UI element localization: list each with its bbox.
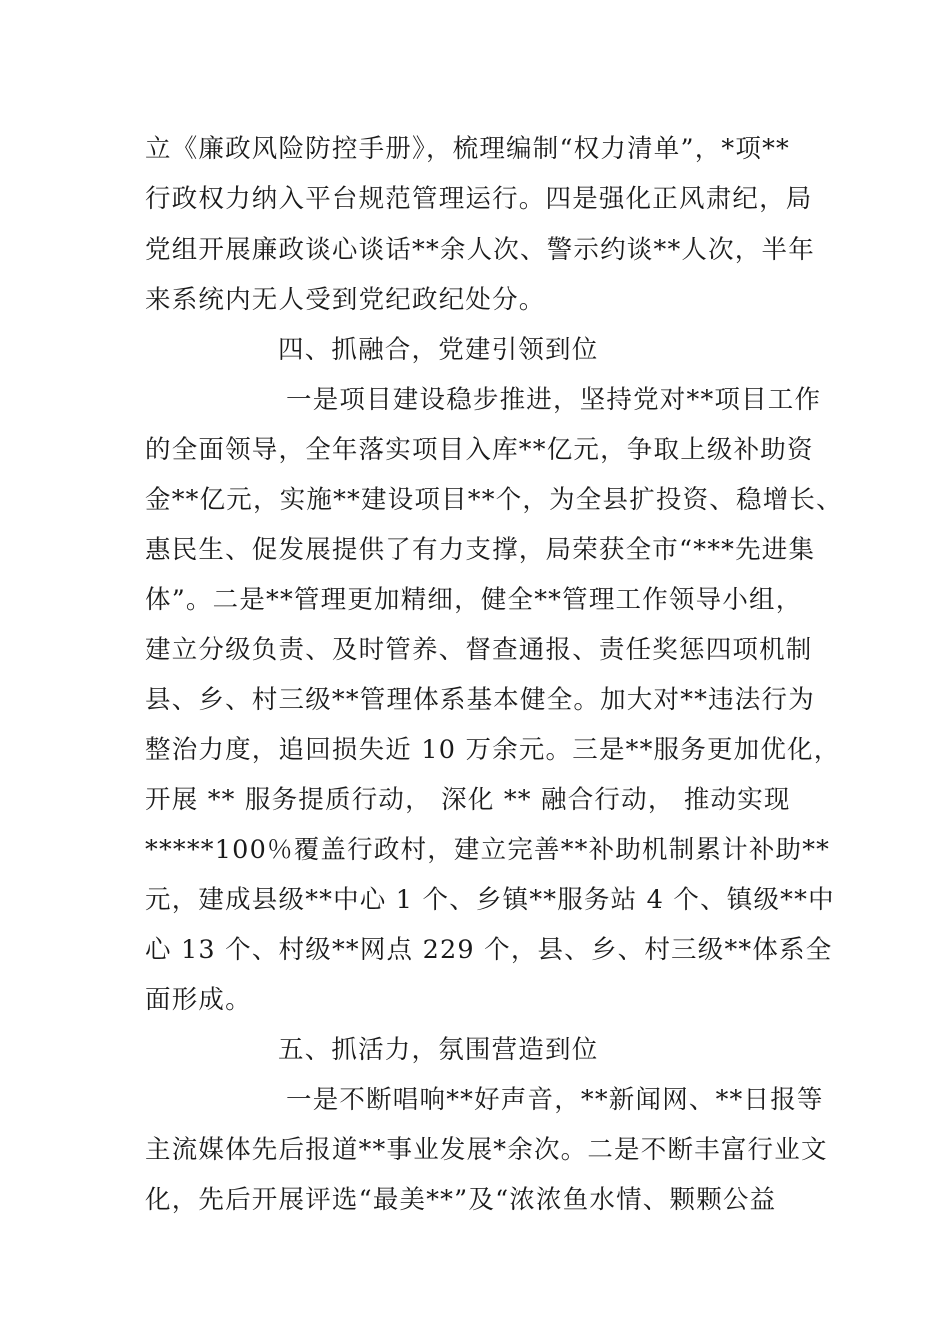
text-line: 整治力度，追回损失近 10 万余元。三是**服务更加优化，: [145, 735, 841, 765]
text-line: 金**亿元，实施**建设项目**个，为全县扩投资、稳增长、: [145, 485, 843, 515]
text-line: *****100％覆盖行政村，建立完善**补助机制累计补助**: [145, 835, 831, 865]
text-line: 面形成。: [145, 985, 252, 1015]
text-line: 建立分级负责、及时管养、督查通报、责任奖惩四项机制: [145, 635, 813, 665]
text-line: 党组开展廉政谈心谈话**余人次、警示约谈**人次，半年: [145, 235, 815, 265]
section-heading: 四、抓融合，党建引领到位: [278, 335, 599, 365]
text-line: 开展 ** 服务提质行动， 深化 ** 融合行动， 推动实现: [145, 785, 791, 815]
text-line: 来系统内无人受到党纪政纪处分。: [145, 285, 546, 315]
text-line: 元，建成县级**中心 1 个、乡镇**服务站 4 个、镇级**中: [145, 885, 835, 915]
text-line: 县、乡、村三级**管理体系基本健全。加大对**违法行为: [145, 685, 815, 715]
text-line: 行政权力纳入平台规范管理运行。四是强化正风肃纪，局: [145, 184, 813, 214]
text-line: 心 13 个、村级**网点 229 个，县、乡、村三级**体系全: [145, 935, 833, 965]
section-heading: 五、抓活力，氛围营造到位: [278, 1035, 599, 1065]
text-line: 化，先后开展评选“最美**”及“浓浓鱼水情、颗颗公益: [145, 1185, 777, 1215]
text-line: 一是不断唱响**好声音，**新闻网、**日报等: [286, 1085, 824, 1115]
text-line: 一是项目建设稳步推进，坚持党对**项目工作: [286, 385, 822, 415]
text-line: 立《廉政风险防控手册》，梳理编制“权力清单”，*项**: [145, 134, 790, 164]
text-line: 主流媒体先后报道**事业发展*余次。二是不断丰富行业文: [145, 1135, 828, 1165]
text-line: 体”。二是**管理更加精细，健全**管理工作领导小组，: [145, 585, 803, 615]
text-line: 的全面领导，全年落实项目入库**亿元，争取上级补助资: [145, 435, 814, 465]
text-line: 惠民生、促发展提供了有力支撑，局荣获全市“***先进集: [145, 535, 816, 565]
